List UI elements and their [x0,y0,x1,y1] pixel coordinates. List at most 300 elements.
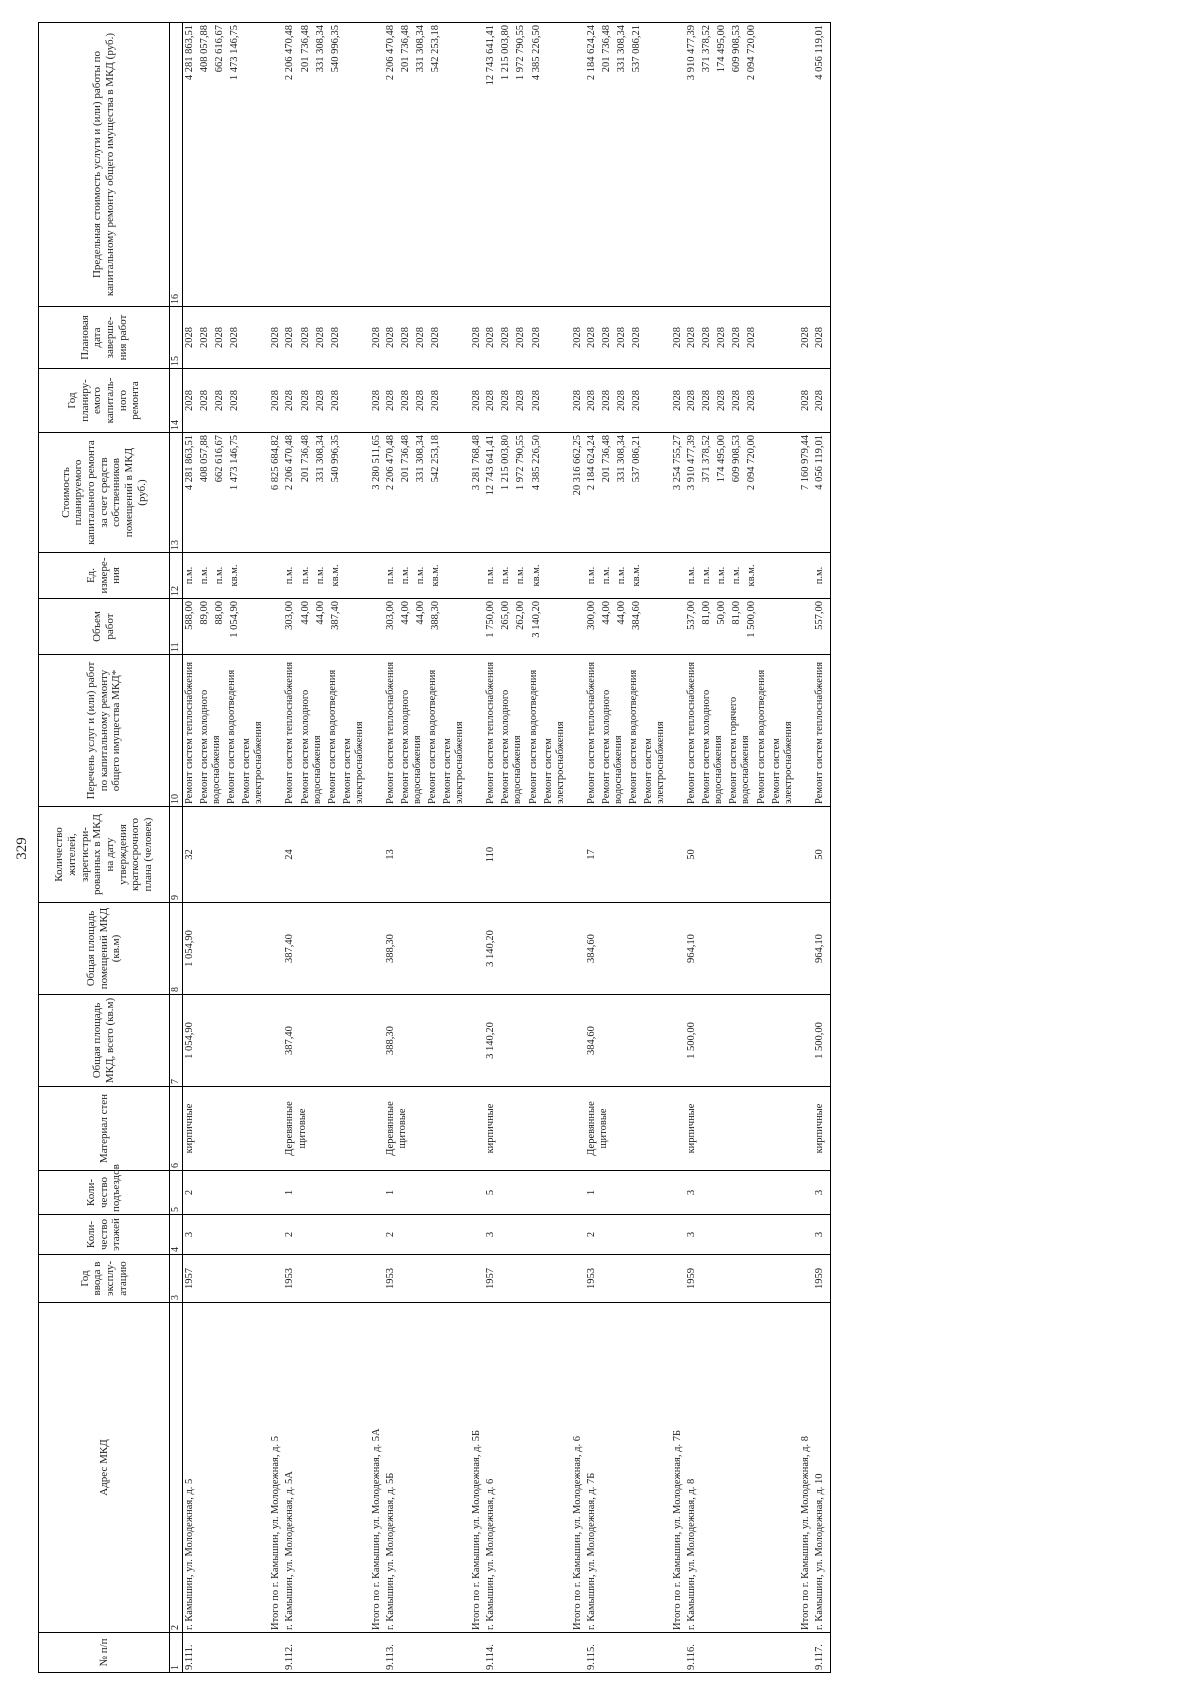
work-name [484,655,570,807]
total-row [671,23,685,1673]
work-limit-item: 408 057,88 [199,25,211,73]
work-name-item: Ремонт систем горячего водоснабжения [728,696,752,804]
work-unit-item: п.м. [600,566,612,585]
wall-material: Деревянные щитовые [585,1087,671,1171]
work-cost-item: 2 206 470,48 [384,435,396,491]
work-date [484,307,570,369]
work-cost-item: 331 308,34 [415,435,426,483]
work-unit-item: п.м. [384,566,396,585]
area-rooms: 1 054,90 [183,903,270,995]
total-cost: 3 254 755,27 [671,433,685,553]
empty-cell [269,1215,283,1255]
work-name-item: Ремонт систем холодного водоснабжения [600,689,624,804]
wall-material: Деревянные щитовые [384,1087,470,1171]
area-rooms: 388,30 [384,903,470,995]
work-name [283,655,369,807]
total-year: 2028 [799,369,813,433]
table-body [183,23,831,1673]
floors: 3 [685,1215,799,1255]
work-cost-item: 4 385 226,50 [530,435,542,491]
total-date: 2028 [671,307,685,369]
work-limit-item: 371 378,52 [701,25,713,73]
empty-cell [799,553,813,599]
work-unit-item: п.м. [399,566,411,585]
empty-cell [671,1087,685,1171]
empty-cell [269,1171,283,1215]
empty-cell [370,23,384,307]
work-unit [585,553,671,599]
work-cost-item: 2 094 720,00 [746,435,758,491]
work-unit-item: п.м. [299,566,311,585]
year-built: 1957 [183,1255,270,1303]
entrances: 3 [685,1171,799,1215]
empty-cell [571,995,585,1087]
work-name-item: Ремонт систем теплоснабжения [813,661,825,804]
empty-cell [370,599,384,655]
work-limit-item: 174 495,00 [716,25,728,73]
work-name-item: Ремонт систем теплоснабжения [585,661,597,804]
work-year-item: 2028 [485,390,497,411]
area-total: 1 500,00 [685,995,799,1087]
work-limit-item: 540 996,35 [329,25,341,73]
work-name-item: Ремонт систем холодного водоснабжения [399,689,423,804]
house-row [484,23,570,1673]
work-name-item: Ремонт систем электроснабжения [770,721,794,804]
area-total: 388,30 [384,995,470,1087]
work-name-item: Ремонт систем водоотведения [527,669,539,804]
work-volume-item: 387,40 [329,601,341,630]
empty-cell [370,1087,384,1171]
work-date-item: 2028 [299,327,311,348]
house-row [685,23,799,1673]
empty-cell [799,807,813,903]
work-limit-item: 2 184 624,24 [585,25,597,81]
work-cost [283,433,369,553]
empty-cell [269,23,283,307]
work-cost [384,433,470,553]
work-cost-item: 12 743 641,41 [485,435,497,496]
work-date-item: 2028 [199,327,211,348]
address: г. Камышин, ул. Молодежная, д. 6 [484,1303,570,1633]
work-date-item: 2028 [485,327,497,348]
work-date-item: 2028 [530,327,542,348]
total-year: 2028 [671,369,685,433]
empty-cell [571,903,585,995]
empty-cell [269,903,283,995]
work-cost-item: 408 057,88 [199,435,211,483]
work-year-item: 2028 [686,390,698,411]
work-cost-item: 201 736,48 [399,435,411,483]
work-limit-item: 201 736,48 [299,25,311,73]
work-cost [585,433,671,553]
empty-cell [269,655,283,807]
work-unit-item: кв.м. [630,564,642,587]
work-name [813,655,831,807]
work-name-item: Ремонт систем теплоснабжения [485,661,497,804]
work-date-item: 2028 [716,327,728,348]
work-cost-item: 609 908,53 [731,435,743,483]
work-name [384,655,470,807]
empty-cell [671,995,685,1087]
address: г. Камышин, ул. Молодежная, д. 5 [183,1303,270,1633]
row-number: 9.112. [283,1633,369,1673]
work-date-item: 2028 [731,327,743,348]
empty-cell [799,903,813,995]
work-year [283,369,369,433]
work-date-item: 2028 [314,327,326,348]
work-year-item: 2028 [184,390,195,411]
entrances: 1 [283,1171,369,1215]
work-volume-item: 44,00 [314,601,326,625]
residents: 50 [685,807,799,903]
empty-cell [470,1255,484,1303]
empty-cell [799,1215,813,1255]
address: г. Камышин, ул. Молодежная, д. 5А [283,1303,369,1633]
year-built: 1959 [813,1255,831,1303]
work-year-item: 2028 [731,390,743,411]
work-volume-item: 588,00 [184,601,195,630]
residents: 50 [813,807,831,903]
work-limit-item: 2 206 470,48 [384,25,396,81]
work-limit-item: 2 094 720,00 [746,25,758,81]
work-cost-item: 331 308,34 [615,435,627,483]
house-row [183,23,270,1673]
wall-material: кирпичные [813,1087,831,1171]
work-volume-item: 89,00 [199,601,211,625]
empty-cell [470,599,484,655]
work-date-item: 2028 [329,327,341,348]
work-cost-item: 2 184 624,24 [585,435,597,491]
work-cost-item: 2 206 470,48 [284,435,296,491]
row-number: 9.115. [585,1633,671,1673]
work-cost-item: 542 253,18 [430,435,442,483]
empty-cell [470,1215,484,1255]
work-cost-item: 331 308,34 [314,435,326,483]
work-limit-item: 542 253,18 [430,25,442,73]
work-unit [384,553,470,599]
empty-cell [470,807,484,903]
work-year-item: 2028 [329,390,341,411]
entrances: 5 [484,1171,570,1215]
empty-cell [370,655,384,807]
work-year-item: 2028 [500,390,512,411]
house-row [384,23,470,1673]
area-total: 1 054,90 [183,995,270,1087]
work-volume-item: 262,00 [515,601,527,630]
work-volume-item: 81,00 [701,601,713,625]
work-limit [183,23,270,307]
empty-cell [470,655,484,807]
total-label: Итого по г. Камышин, ул. Молодежная, д. 5Б [470,1303,484,1633]
entrances: 2 [183,1171,270,1215]
column-header: № п/п [39,1633,170,1673]
work-limit-item: 1 215 003,80 [500,25,512,81]
floors: 3 [813,1215,831,1255]
empty-cell [470,1633,484,1673]
area-rooms: 387,40 [283,903,369,995]
work-year-item: 2028 [615,390,627,411]
column-number: 8 [170,903,183,995]
row-number: 9.114. [484,1633,570,1673]
work-name-item: Ремонт систем водоотведения [226,669,238,804]
work-volume-item: 1 500,00 [746,601,758,638]
work-limit-item: 662 616,67 [214,25,226,73]
residents: 17 [585,807,671,903]
work-volume [813,599,831,655]
column-header: Год планиру-емого капиталь-ного ремонта [39,369,170,433]
total-cost: 3 280 511,65 [370,433,384,553]
empty-cell [269,1633,283,1673]
work-name-item: Ремонт систем электроснабжения [442,721,466,804]
column-number: 6 [170,1087,183,1171]
empty-cell [470,1087,484,1171]
work-name-item: Ремонт систем электроснабжения [542,721,566,804]
empty-cell [671,599,685,655]
column-header: Общая площадь МКД, всего (кв.м) [39,995,170,1087]
area-total: 3 140,20 [484,995,570,1087]
work-limit-item: 537 086,21 [630,25,642,73]
work-limit-item: 331 308,34 [615,25,627,73]
column-number: 1 [170,1633,183,1673]
work-unit [484,553,570,599]
work-volume [384,599,470,655]
area-rooms: 384,60 [585,903,671,995]
work-year-item: 2028 [199,390,211,411]
work-date [585,307,671,369]
column-header: Количество жителей, зарегистри-рованных в МКД на дату утверждения краткосрочного плана (человек) [39,807,170,903]
work-year-item: 2028 [284,390,296,411]
address: г. Камышин, ул. Молодежная, д. 7Б [585,1303,671,1633]
work-volume-item: 44,00 [399,601,411,625]
work-volume-item: 303,00 [384,601,396,630]
work-name [183,655,270,807]
work-year-item: 2028 [214,390,226,411]
work-limit-item: 609 908,53 [731,25,743,73]
area-total: 1 500,00 [813,995,831,1087]
empty-cell [470,1171,484,1215]
empty-cell [370,807,384,903]
empty-cell [269,1255,283,1303]
work-volume-item: 265,00 [500,601,512,630]
column-number: 14 [170,369,183,433]
empty-cell [571,1087,585,1171]
residents: 24 [283,807,369,903]
work-name-item: Ремонт систем электроснабжения [341,721,365,804]
work-unit-item: п.м. [314,566,326,585]
column-number-row [170,23,183,1673]
work-limit-item: 331 308,34 [314,25,326,73]
work-year [585,369,671,433]
empty-cell [571,807,585,903]
column-header: Перечень услуг и (или) работ по капитальному ремонту общего имущества МКД* [39,655,170,807]
work-year-item: 2028 [600,390,612,411]
year-built: 1953 [384,1255,470,1303]
total-cost: 7 160 979,44 [799,433,813,553]
work-cost-item: 4 281 863,51 [184,435,195,491]
entrances: 3 [813,1171,831,1215]
work-limit [384,23,470,307]
work-cost-item: 1 473 146,75 [229,435,241,491]
work-unit-item: п.м. [500,566,512,585]
empty-cell [799,1633,813,1673]
work-cost [685,433,799,553]
work-date-item: 2028 [415,327,426,348]
work-volume [484,599,570,655]
empty-cell [571,23,585,307]
work-limit-item: 12 743 641,41 [485,25,497,86]
empty-cell [370,1215,384,1255]
work-limit-item: 331 308,34 [415,25,426,73]
work-limit [484,23,570,307]
work-unit-item: п.м. [415,566,426,585]
total-cost: 6 825 684,82 [269,433,283,553]
work-date-item: 2028 [284,327,296,348]
column-header: Стоимость планируемого капитального ремонта за счет средств собственников помещений в МКД (руб.) [39,433,170,553]
area-rooms: 3 140,20 [484,903,570,995]
work-unit-item: п.м. [731,566,743,585]
work-year-item: 2028 [384,390,396,411]
address: г. Камышин, ул. Молодежная, д. 8 [685,1303,799,1633]
work-unit [685,553,799,599]
column-number: 7 [170,995,183,1087]
column-header: Общая площадь помещений МКД (кв.м) [39,903,170,995]
empty-cell [470,23,484,307]
column-header: Предельная стоимость услуги и (или) работы по капитальному ремонту общего имущества в МКД (руб.) [39,23,170,307]
work-year [813,369,831,433]
work-year-item: 2028 [399,390,411,411]
work-unit-item: п.м. [585,566,597,585]
column-number: 2 [170,1303,183,1633]
work-cost-item: 174 495,00 [716,435,728,483]
total-date: 2028 [269,307,283,369]
work-name-item: Ремонт систем электроснабжения [241,721,265,804]
column-number: 4 [170,1215,183,1255]
work-volume-item: 3 140,20 [530,601,542,638]
column-number: 16 [170,23,183,307]
work-date-item: 2028 [500,327,512,348]
empty-cell [799,995,813,1087]
work-date-item: 2028 [184,327,195,348]
column-number: 12 [170,553,183,599]
work-volume [685,599,799,655]
work-name-item: Ремонт систем холодного водоснабжения [299,689,323,804]
work-limit-item: 1 972 790,55 [515,25,527,81]
work-volume-item: 44,00 [415,601,426,625]
area-total: 384,60 [585,995,671,1087]
work-name-item: Ремонт систем теплоснабжения [686,661,698,804]
work-volume [183,599,270,655]
work-volume-item: 44,00 [299,601,311,625]
work-cost-item: 662 616,67 [214,435,226,483]
address: г. Камышин, ул. Молодежная, д. 5Б [384,1303,470,1633]
work-volume-item: 384,60 [630,601,642,630]
work-date-item: 2028 [701,327,713,348]
work-limit-item: 4 281 863,51 [184,25,195,81]
work-year [685,369,799,433]
entrances: 1 [585,1171,671,1215]
work-year [484,369,570,433]
empty-cell [571,1215,585,1255]
work-unit-item: п.м. [701,566,713,585]
empty-cell [470,903,484,995]
work-cost [183,433,270,553]
empty-cell [269,807,283,903]
total-row [269,23,283,1673]
column-header: Коли-чество этажей [39,1215,170,1255]
empty-cell [671,903,685,995]
empty-cell [370,1633,384,1673]
work-date-item: 2028 [585,327,597,348]
total-cost: 3 281 768,48 [470,433,484,553]
work-date-item: 2028 [615,327,627,348]
wall-material: кирпичные [685,1087,799,1171]
work-unit-item: кв.м. [746,564,758,587]
work-unit-item: п.м. [615,566,627,585]
empty-cell [370,995,384,1087]
total-date: 2028 [571,307,585,369]
work-volume-item: 81,00 [731,601,743,625]
work-date-item: 2028 [600,327,612,348]
empty-cell [571,1255,585,1303]
work-unit-item: п.м. [284,566,296,585]
work-cost-item: 537 086,21 [630,435,642,483]
work-volume [585,599,671,655]
work-date [813,307,831,369]
work-unit-item: п.м. [686,566,698,585]
empty-cell [671,1255,685,1303]
work-cost [813,433,831,553]
wall-material: Деревянные щитовые [283,1087,369,1171]
empty-cell [671,23,685,307]
year-built: 1953 [283,1255,369,1303]
floors: 2 [283,1215,369,1255]
work-date [685,307,799,369]
empty-cell [470,553,484,599]
column-header: Ед. измере-ния [39,553,170,599]
work-unit [813,553,831,599]
total-label: Итого по г. Камышин, ул. Молодежная, д. 5 [269,1303,283,1633]
empty-cell [370,553,384,599]
work-name-item: Ремонт систем водоотведения [427,669,439,804]
work-unit-item: кв.м. [329,564,341,587]
house-row [813,23,831,1673]
work-volume-item: 88,00 [214,601,226,625]
year-built: 1953 [585,1255,671,1303]
work-unit-item: кв.м. [430,564,442,587]
empty-cell [571,1633,585,1673]
column-number: 15 [170,307,183,369]
column-header: Год ввода в эксплу-атацию [39,1255,170,1303]
work-unit-item: кв.м. [229,564,241,587]
repair-plan-table [38,22,831,1673]
empty-cell [799,599,813,655]
entrances: 1 [384,1171,470,1215]
total-date: 2028 [799,307,813,369]
empty-cell [799,655,813,807]
work-year-item: 2028 [530,390,542,411]
work-year-item: 2028 [415,390,426,411]
house-row [585,23,671,1673]
work-limit [283,23,369,307]
work-name-item: Ремонт систем теплоснабжения [184,661,195,804]
work-date-item: 2028 [214,327,226,348]
work-volume-item: 1 054,90 [229,601,241,638]
empty-cell [269,995,283,1087]
work-date-item: 2028 [630,327,642,348]
work-name-item: Ремонт систем водоотведения [755,669,767,804]
work-year-item: 2028 [630,390,642,411]
work-date-item: 2028 [384,327,396,348]
